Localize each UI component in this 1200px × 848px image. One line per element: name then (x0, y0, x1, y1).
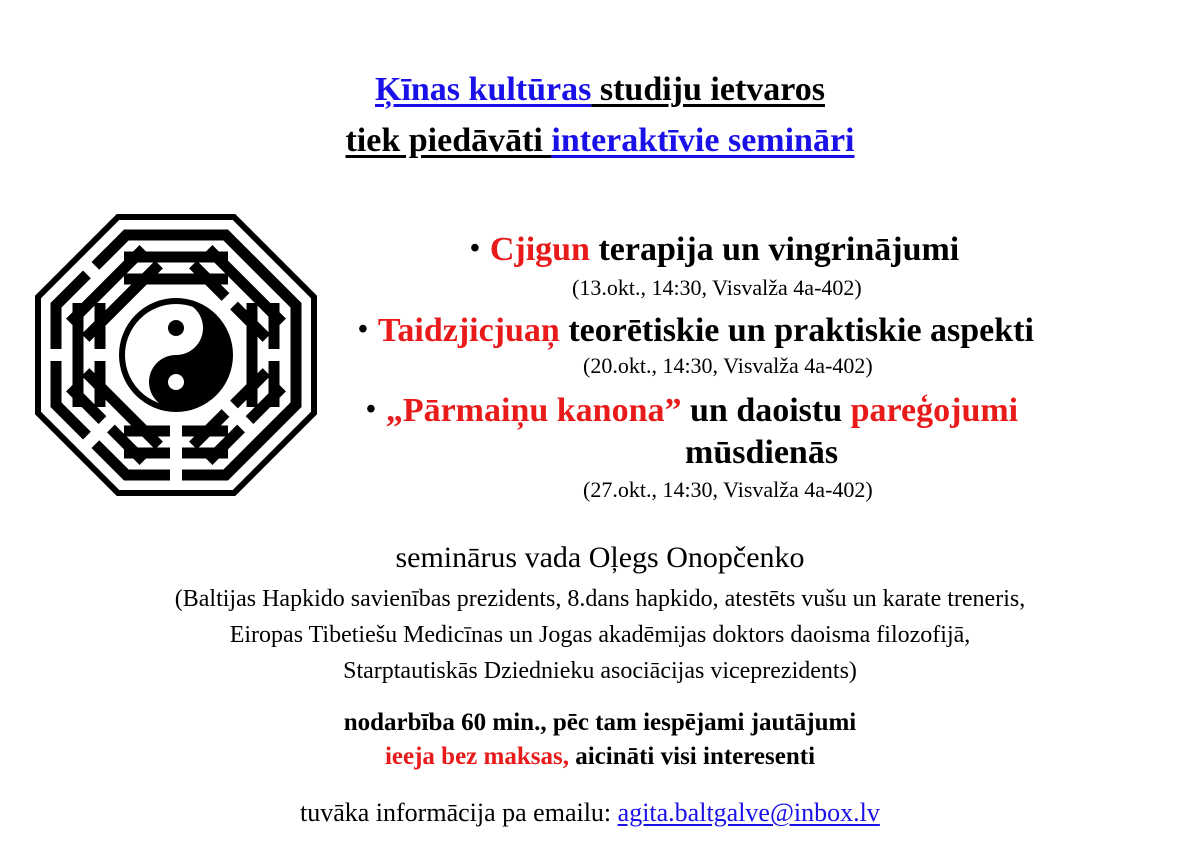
leader-credentials-2: Eiropas Tibetiešu Medicīnas un Jogas akadēmijas doktors daoisma filozofijā, (229, 622, 971, 648)
free-entry: ieeja bez maksas, (384, 743, 569, 770)
seminar-2-title (358, 310, 1034, 351)
bagua-yin-yang-icon (35, 214, 317, 496)
seminar-3-detail: (27.okt., 14:30, Visvalža 4a-402) (583, 477, 873, 502)
duration-note: nodarbība 60 min., pēc tam iespējami jautājumi (343, 709, 857, 736)
seminar-1-desc: terapija un vingrinājumi (589, 231, 960, 268)
heading-text-offered: tiek piedāvāti (345, 122, 552, 159)
seminar-3-name: „Pārmaiņu kanona” (385, 392, 682, 429)
seminar-leader: seminārus vada Oļegs Onopčenko (395, 541, 805, 574)
bullet-icon: • (470, 233, 480, 264)
yin-yang-icon (118, 297, 234, 413)
contact-label: tuvāka informācija pa emailu: (300, 798, 618, 827)
entry-note (0, 742, 1200, 772)
seminar-3-highlight: pareģojumi (850, 392, 1019, 429)
seminar-1-title (470, 229, 959, 270)
email-link[interactable]: agita.baltgalve@inbox.lv (617, 798, 880, 827)
heading-link-interactive-seminars[interactable]: interaktīvie semināri (551, 122, 855, 159)
heading-text-studies: studiju ietvaros (591, 71, 825, 108)
invitation-text: aicināti visi interesenti (568, 743, 816, 770)
seminar-3-title (366, 390, 1018, 431)
heading-link-chinese-culture[interactable]: Ķīnas kultūras (375, 71, 592, 108)
bullet-icon: • (366, 394, 376, 425)
heading-line-1 (0, 70, 1200, 110)
seminar-1-name: Cjigun (489, 231, 590, 268)
seminar-3-title-cont: mūsdienās (685, 434, 839, 471)
seminar-3-desc: un daoistu (681, 392, 851, 429)
seminar-2-desc: teorētiskie un praktiskie aspekti (559, 312, 1034, 349)
heading-line-2 (0, 121, 1200, 161)
contact-line (300, 797, 880, 829)
bullet-icon: • (358, 314, 368, 345)
seminar-2-detail: (20.okt., 14:30, Visvalža 4a-402) (583, 353, 873, 378)
leader-credentials-3: Starptautiskās Dziednieku asociācijas viceprezidents) (343, 658, 857, 684)
seminar-2-name: Taidzjicjuaņ (377, 312, 560, 349)
leader-credentials-1: (Baltijas Hapkido savienības prezidents, 8.dans hapkido, atestēts vušu un karate treneris, (174, 586, 1026, 612)
seminar-1-detail: (13.okt., 14:30, Visvalža 4a-402) (572, 275, 862, 300)
